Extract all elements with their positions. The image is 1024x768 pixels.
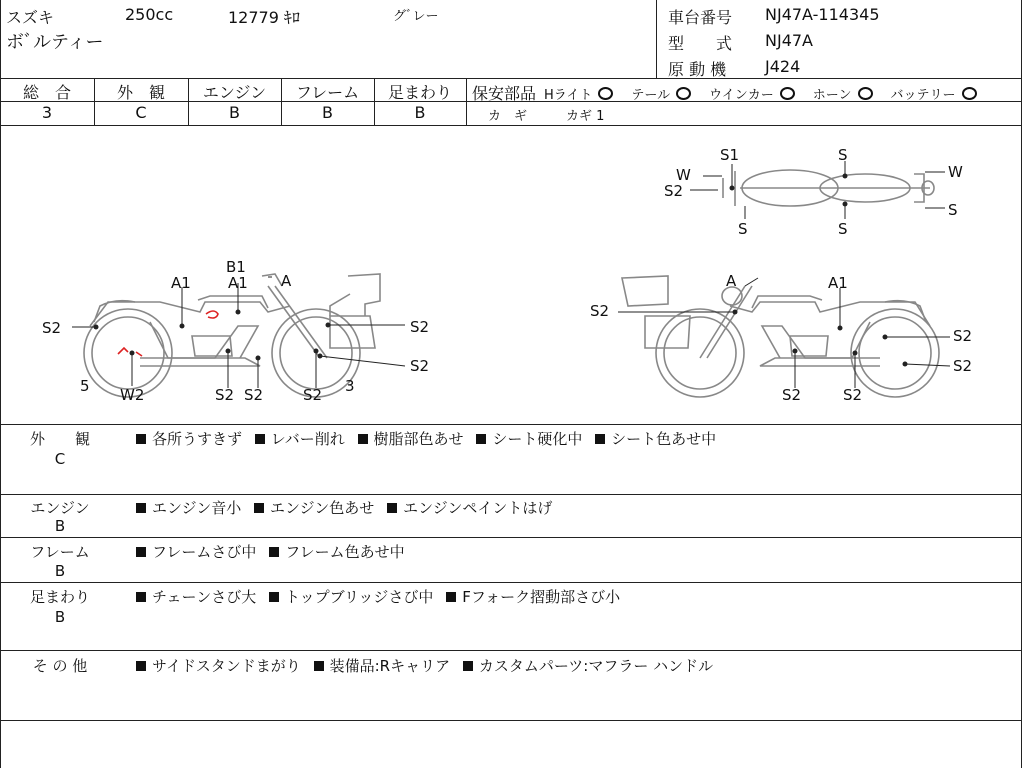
remark-notes-frame — [136, 541, 405, 562]
bullet-icon — [255, 434, 265, 444]
status-ok-icon — [962, 87, 977, 100]
note: レバー削れ — [270, 430, 345, 448]
bullet-icon — [269, 592, 279, 602]
note: エンジン音小 — [152, 499, 242, 517]
diagram-label: S1 — [720, 146, 740, 164]
remark-grade-engine: B — [54, 517, 66, 535]
bullet-icon — [387, 503, 397, 513]
bullet-icon — [136, 547, 146, 557]
bullet-icon — [136, 661, 146, 671]
bullet-icon — [136, 434, 146, 444]
safety-item-horn: ホーン — [812, 88, 852, 103]
remark-label-engine: エンジン — [30, 499, 90, 517]
diagram-label: 3 — [345, 377, 355, 395]
damage-diagram — [0, 126, 1020, 423]
safety-item-tail: テール — [631, 88, 671, 103]
diagram-label: S2 — [590, 302, 610, 320]
remark-notes-exterior — [136, 428, 716, 449]
diagram-label: S2 — [410, 318, 430, 336]
bullet-icon — [269, 547, 279, 557]
grade-value-engine: B — [229, 103, 240, 122]
note: チェーンさび大 — [152, 588, 257, 606]
diagram-label: S2 — [410, 357, 430, 375]
mileage: 12779 ｷﾛ — [228, 8, 300, 27]
diagram-label: A1 — [828, 274, 848, 292]
diagram-label: A — [281, 272, 292, 290]
type-value: NJ47A — [765, 31, 813, 50]
bullet-icon — [254, 503, 264, 513]
model-name: ボﾞルティー — [6, 32, 104, 53]
key-label: カ ギ — [488, 109, 528, 124]
bullet-icon — [595, 434, 605, 444]
remark-label-suspension: 足まわり — [29, 588, 90, 606]
note: Fフォーク摺動部さび小 — [462, 588, 621, 606]
bullet-icon — [476, 434, 486, 444]
bullet-icon — [358, 434, 368, 444]
note: 各所うすきず — [152, 430, 243, 448]
diagram-label: S2 — [843, 386, 863, 404]
maker: スズキ — [6, 8, 55, 27]
safety-item-headlight: Hライト — [544, 88, 593, 103]
safety-item-battery: バッテリー — [890, 88, 956, 103]
bullet-icon — [136, 592, 146, 602]
diagram-label: S2 — [303, 386, 323, 404]
diagram-label: S2 — [215, 386, 235, 404]
engine-label: 原 動 機 — [668, 60, 727, 79]
note: カスタムパーツ:マフラー ハンドル — [478, 657, 714, 675]
grade-value-exterior: C — [135, 103, 147, 122]
grade-value-total: 3 — [41, 103, 53, 122]
note: シート色あせ中 — [611, 430, 717, 448]
grade-value-frame: B — [322, 103, 333, 122]
remark-grade-frame: B — [54, 562, 66, 580]
safety-title: 保安部品 — [472, 84, 537, 103]
diagram-label: S — [838, 220, 848, 238]
bullet-icon — [136, 503, 146, 513]
grade-label-engine: エンジン — [202, 83, 267, 102]
note: 装備品:Rキャリア — [329, 657, 451, 675]
remark-label-exterior: 外 観 — [29, 430, 90, 448]
diagram-label: B1 — [226, 258, 246, 276]
diagram-label: S — [838, 146, 848, 164]
body-color: グﾞレー — [393, 9, 439, 24]
frame-no: NJ47A-114345 — [765, 5, 880, 24]
left-bike-outline — [84, 274, 380, 397]
diagram-label: A1 — [171, 274, 191, 292]
remark-notes-other — [136, 655, 713, 676]
grade-label-suspension: 足まわり — [387, 83, 452, 102]
diagram-label: S2 — [782, 386, 802, 404]
type-label: 型 式 — [668, 34, 733, 53]
grade-label-total: 総 合 — [22, 83, 71, 102]
diagram-label: S — [738, 220, 748, 238]
status-ok-icon — [598, 87, 613, 100]
diagram-label: S2 — [664, 182, 684, 200]
remark-notes-suspension — [136, 586, 620, 607]
diagram-label: S2 — [953, 357, 973, 375]
note: サイドスタンドまがり — [152, 657, 301, 675]
remark-label-other: そ の 他 — [32, 657, 88, 675]
diagram-label: 5 — [80, 377, 90, 395]
diagram-label: S2 — [953, 327, 973, 345]
diagram-label: A — [726, 272, 737, 290]
note: 樹脂部色あせ — [373, 430, 464, 448]
diagram-label: S — [948, 201, 958, 219]
key-value: カギ 1 — [566, 109, 605, 124]
grade-label-frame: フレーム — [295, 83, 360, 102]
status-ok-icon — [676, 87, 691, 100]
frame-no-label: 車台番号 — [668, 8, 733, 27]
bullet-icon — [463, 661, 473, 671]
note: トップブリッジさび中 — [285, 588, 434, 606]
note: シート硬化中 — [492, 430, 583, 448]
status-ok-icon — [780, 87, 795, 100]
diagram-label: S2 — [244, 386, 264, 404]
safety-parts — [472, 81, 995, 104]
diagram-label: W2 — [120, 386, 145, 404]
note: エンジンペイントはげ — [403, 499, 553, 517]
top-bike-outline — [723, 170, 934, 206]
grade-value-suspension: B — [414, 103, 426, 122]
note: フレームさび中 — [152, 543, 257, 561]
note: エンジン色あせ — [270, 499, 375, 517]
bullet-icon — [446, 592, 456, 602]
diagram-label: W — [948, 163, 963, 181]
safety-item-winker: ウインカー — [709, 88, 774, 103]
remark-grade-exterior: C — [54, 450, 66, 468]
remark-label-frame: フレーム — [30, 543, 90, 561]
remark-notes-engine — [136, 497, 552, 518]
diagram-label: A1 — [228, 274, 248, 292]
note: フレーム色あせ中 — [285, 543, 405, 561]
diagram-label: S2 — [42, 319, 62, 337]
grade-label-exterior: 外 観 — [116, 83, 165, 102]
engine-value: J424 — [765, 57, 801, 76]
bullet-icon — [314, 661, 324, 671]
status-ok-icon — [858, 87, 873, 100]
remark-grade-suspension: B — [54, 608, 66, 626]
displacement: 250cc — [125, 5, 174, 24]
diagram-label: W — [676, 166, 691, 184]
